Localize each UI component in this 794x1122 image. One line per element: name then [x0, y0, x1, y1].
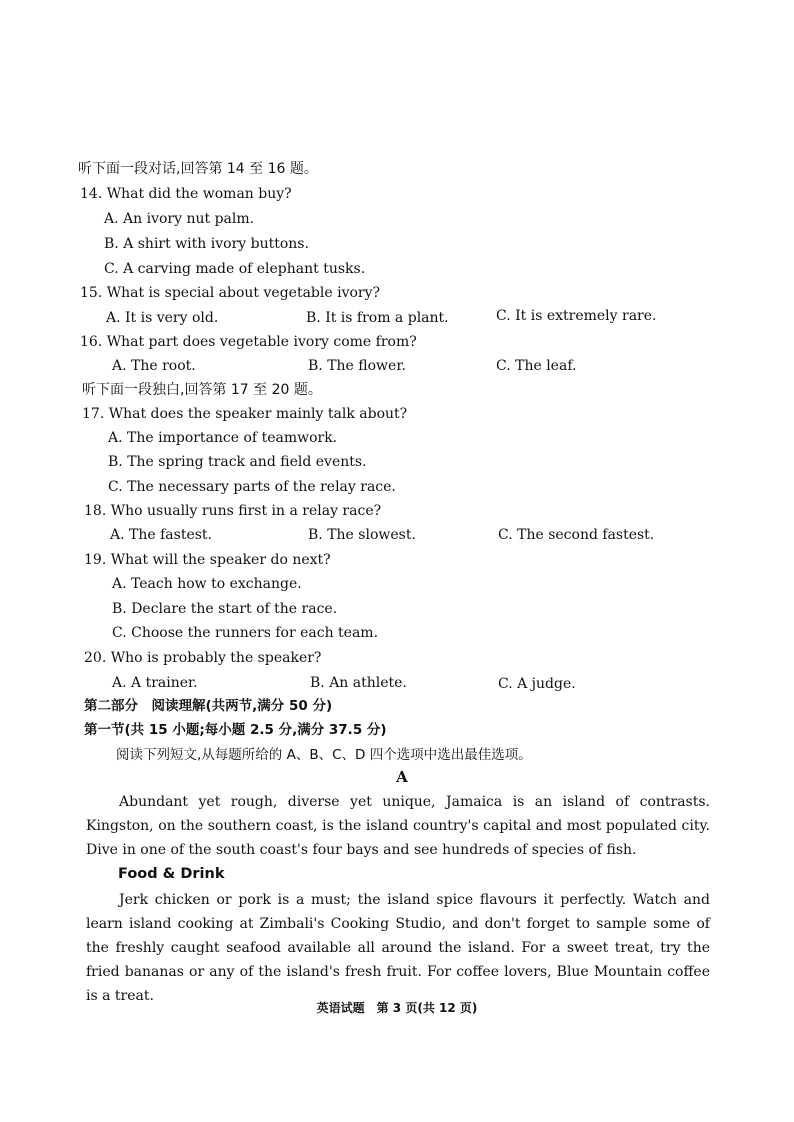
- question-17-option-b: B. The spring track and field events.: [108, 454, 367, 470]
- question-19-option-b: B. Declare the start of the race.: [112, 601, 338, 617]
- part2-instruction: 阅读下列短文,从每题所给的 A、B、C、D 四个选项中选出最佳选项。: [116, 747, 532, 763]
- question-18-option-c: C. The second fastest.: [498, 527, 655, 543]
- question-18-option-b: B. The slowest.: [308, 527, 416, 543]
- question-14-option-c: C. A carving made of elephant tusks.: [104, 261, 366, 277]
- part2-subheading: 第一节(共 15 小题;每小题 2.5 分,满分 37.5 分): [84, 722, 387, 738]
- question-20-option-c: C. A judge.: [498, 676, 576, 692]
- question-14-option-b: B. A shirt with ivory buttons.: [104, 236, 309, 252]
- question-17-option-c: C. The necessary parts of the relay race.: [108, 479, 396, 495]
- question-15-option-a: A. It is very old.: [106, 310, 219, 326]
- passage-paragraph-1: Abundant yet rough, diverse yet unique, Jamaica is an island of contrasts. Kingston, on the southern coast, is the island country's capital and most populated city. Dive in one of the south coast's four bays and see hundreds of species of fish.: [86, 794, 710, 858]
- question-19-stem: 19. What will the speaker do next?: [84, 552, 331, 568]
- question-19-option-c: C. Choose the runners for each team.: [112, 625, 379, 641]
- question-18-option-a: A. The fastest.: [110, 527, 212, 543]
- question-20-stem: 20. Who is probably the speaker?: [84, 650, 322, 666]
- section-instruction-17-20: 听下面一段独白,回答第 17 至 20 题。: [82, 382, 322, 398]
- question-16-stem: 16. What part does vegetable ivory come from?: [80, 334, 417, 350]
- question-14-stem: 14. What did the woman buy?: [80, 186, 292, 202]
- question-17-stem: 17. What does the speaker mainly talk about?: [82, 406, 408, 422]
- question-19-option-a: A. Teach how to exchange.: [112, 576, 302, 592]
- question-16-option-c: C. The leaf.: [496, 358, 577, 374]
- passage-paragraph-2: Jerk chicken or pork is a must; the island spice flavours it perfectly. Watch and learn island cooking at Zimbali's Cooking Studio, and don't forget to sample some of the freshly caught seafood available all around the island. For a sweet treat, try the fried bananas or any of the island's fresh fruit. For coffee lovers, Blue Mountain coffee is a treat.: [86, 892, 710, 1004]
- question-20-option-a: A. A trainer.: [112, 675, 198, 691]
- passage-subheading: Food & Drink: [118, 866, 225, 882]
- part2-heading: 第二部分 阅读理解(共两节,满分 50 分): [84, 698, 333, 714]
- question-14-option-a: A. An ivory nut palm.: [104, 211, 255, 227]
- question-15-option-c: C. It is extremely rare.: [496, 308, 657, 324]
- question-15-stem: 15. What is special about vegetable ivory?: [80, 285, 381, 301]
- question-20-option-b: B. An athlete.: [310, 675, 407, 691]
- question-17-option-a: A. The importance of teamwork.: [108, 430, 338, 446]
- page-footer: 英语试题 第 3 页(共 12 页): [316, 1001, 478, 1015]
- question-16-option-a: A. The root.: [112, 358, 196, 374]
- question-15-option-b: B. It is from a plant.: [306, 310, 449, 326]
- passage-letter: A: [396, 768, 408, 786]
- section-instruction-14-16: 听下面一段对话,回答第 14 至 16 题。: [78, 161, 318, 177]
- question-18-stem: 18. Who usually runs first in a relay race?: [84, 503, 382, 519]
- question-16-option-b: B. The flower.: [308, 358, 406, 374]
